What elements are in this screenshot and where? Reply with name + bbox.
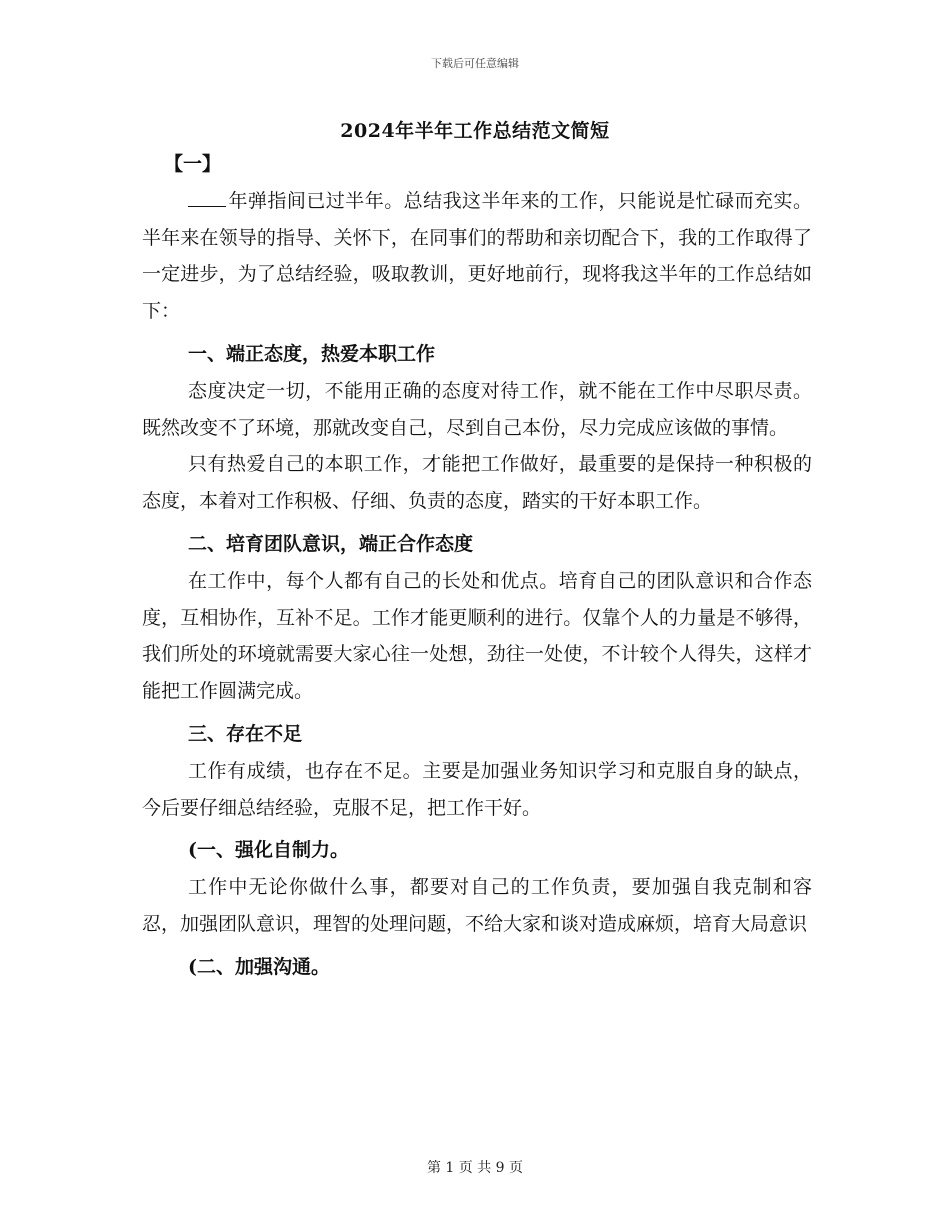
paragraph: 工作中无论你做什么事，都要对自己的工作负责，要加强自我克制和容忍，加强团队意识，理智的处理问题，不给大家和谈对造成麻烦，培育大局意识 bbox=[142, 876, 812, 935]
intro-text: 年弹指间已过半年。总结我这半年来的工作，只能说是忙碌而充实。半年来在领导的指导、关怀下，在同事们的帮助和亲切配合下，我的工作取得了一定进步，为了总结经验，吸取教训，更好地前行，现将我这半年的工作总结如下： bbox=[142, 189, 812, 323]
paragraph: 态度决定一切，不能用正确的态度对待工作，就不能在工作中尽职尽责。既然改变不了环境，那就改变自己，尽到自己本份，尽力完成应该做的事情。 bbox=[142, 379, 812, 439]
header-note: 下载后可任意编辑 bbox=[431, 57, 519, 70]
paragraph: 工作有成绩，也存在不足。主要是加强业务知识学习和克服自身的缺点，今后要仔细总结经验，克服不足，把工作干好。 bbox=[142, 759, 812, 819]
section-mark: 【一】 bbox=[164, 153, 222, 175]
blank-underline bbox=[188, 188, 226, 207]
page-footer: 第 1 页 共 9 页 bbox=[426, 1160, 524, 1176]
paragraph: 只有热爱自己的本职工作，才能把工作做好，最重要的是保持一种积极的态度，本着对工作积极、仔细、负责的态度，踏实的干好本职工作。 bbox=[142, 453, 812, 513]
section-heading: (二、加强沟通。 bbox=[188, 955, 330, 978]
intro-paragraph bbox=[142, 183, 812, 330]
section-heading: 一、端正态度，热爱本职工作 bbox=[188, 342, 436, 365]
section-heading: 三、存在不足 bbox=[188, 722, 303, 745]
section-heading: 二、培育团队意识，端正合作态度 bbox=[188, 532, 474, 555]
document-body bbox=[142, 146, 812, 986]
document-title: 2024年半年工作总结范文简短 bbox=[340, 120, 610, 142]
paragraph: 在工作中，每个人都有自己的长处和优点。培育自己的团队意识和合作态度，互相协作，互补不足。工作才能更顺利的进行。仅靠个人的力量是不够得，我们所处的环境就需要大家心往一处想，劲往一处使，不计较个人得失，这样才能把工作圆满完成。 bbox=[142, 569, 812, 703]
section-heading: (一、强化自制力。 bbox=[188, 839, 349, 862]
